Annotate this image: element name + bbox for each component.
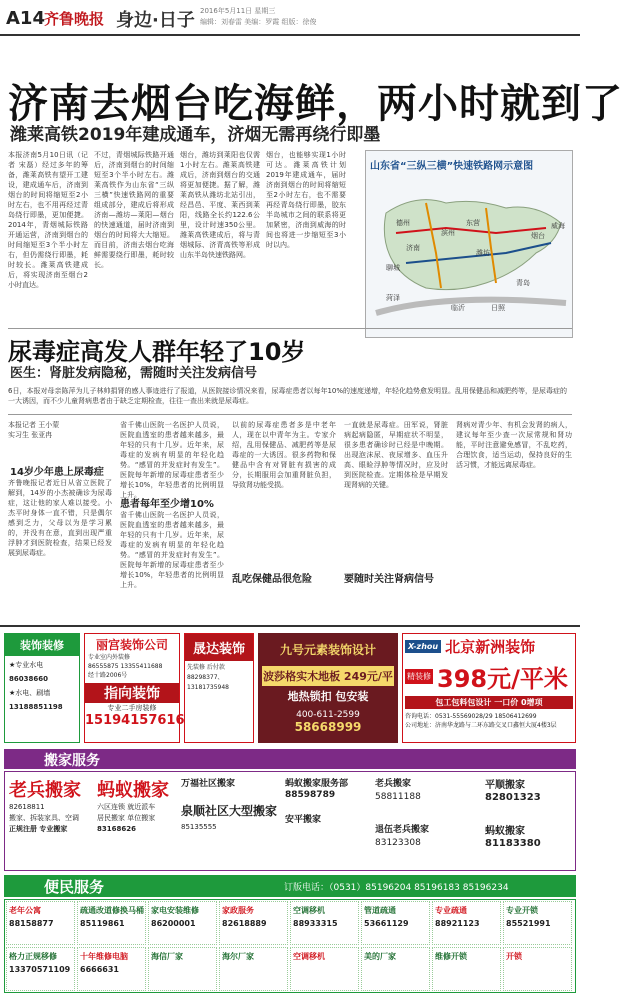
- ad-phone: 85135555: [181, 823, 217, 831]
- ad-item: 蚂蚁搬家: [485, 826, 525, 837]
- service-title: 家政服务: [222, 906, 254, 915]
- ad-line: 居民搬家 单位搬家: [97, 814, 156, 822]
- article2-col5: 肾病对青少年、有机会发肾的病人，建议每年至少查一次尿常规和肾功能，平时注意避免感冒，不乱吃药，合理饮食，适当运动，保持良好的生活习惯，才能远离尿毒症。: [456, 421, 572, 469]
- ad-item: 蚂蚁搬家: [97, 780, 169, 801]
- railway-map: [365, 150, 573, 338]
- article2-col2b: 省千佛山医院一名医护人员说，医院血透室的患者越来越多，最年轻的只有十几岁。近年来，尿毒症的发病有明显的年轻化趋势。“感冒的并发症时有发生”。医院每年新增的尿毒症患者至少增长10%，年轻患者的比例明显上升。: [120, 511, 224, 589]
- service-title: 海信厂家: [151, 952, 183, 961]
- ad-tag: 精装修: [405, 669, 433, 684]
- service-phone: 53661129: [364, 919, 409, 928]
- ad-title: 装饰装修: [5, 634, 79, 656]
- ad-line: 先装修 后付款: [187, 664, 225, 671]
- service-cell: [77, 901, 146, 945]
- convenience-ads-grid: [4, 899, 576, 993]
- meta-editors: 编辑：刘春雷 美编：罗霞 组版：徐俊: [200, 18, 317, 26]
- service-cell: [219, 947, 288, 991]
- service-cell: [290, 901, 359, 945]
- page-meta: [200, 6, 316, 28]
- ad-phone-list: [9, 802, 79, 835]
- ad-item: 万福社区搬家: [181, 779, 236, 789]
- service-cell: [361, 947, 430, 991]
- ad-phone: 15194157616: [85, 713, 185, 728]
- newspaper-brand: 齐鲁晚报: [44, 10, 105, 28]
- service-phone: 85521991: [506, 919, 551, 928]
- ad-item: 老兵搬家: [375, 779, 412, 789]
- map-city-label: 济南: [406, 244, 420, 252]
- article1-col4: 烟台，也能够实现1小时可达。潍莱高铁计划2019年建成通车，届时济南到烟台的时间将缩短至2小时左右，也不需要再经青岛绕行即墨，胶东半岛城市之间的联系将更加紧密，济南到威海的时间也将进一步缩短至3小时以内。: [266, 151, 346, 249]
- banner-phone: 订版电话：（0531）85196204 85196183 85196234: [284, 883, 509, 893]
- service-title: 海尔厂家: [222, 952, 254, 961]
- ad-line: 86038660: [9, 675, 48, 683]
- service-cell: [503, 947, 572, 991]
- ad-phone: 82801323: [485, 792, 541, 803]
- service-title: 家电安装维修: [151, 906, 199, 915]
- service-phone: 13370571109: [9, 965, 71, 974]
- map-city-label: 潍坊: [476, 249, 490, 257]
- ad-section: [0, 625, 580, 995]
- ad-item: 退伍老兵搬家: [375, 825, 430, 835]
- divider: [8, 414, 572, 415]
- article1-subhead: 潍莱高铁2019年建成通车，济烟无需再绕行即墨: [10, 125, 381, 145]
- ad-title: 北京新洲装饰: [445, 638, 536, 656]
- article1-col2: 不过，青烟城际铁路开通后，济南到烟台的时间缩短至3个半小时左右。潍莱高铁作为山东省“三纵三横”快速铁路网的重要组成部分，建成后将形成济南—潍坊—莱阳—烟台的快速通道，届时济南到烟台的时间将大大缩短。而目前，济南去烟台吃海鲜需要绕行即墨，耗时较长。: [94, 151, 174, 269]
- ad-shengda: [184, 633, 254, 743]
- service-title: 维修开锁: [435, 952, 467, 961]
- service-phone: 88921123: [435, 919, 480, 928]
- subsection-title: 14岁少年患上尿毒症: [10, 467, 104, 478]
- ad-tag: 专业二手房装修: [107, 704, 157, 712]
- byline-intern: 实习生 张亚冉: [8, 431, 53, 439]
- ad-line: 搬家、拆装家具、空调: [9, 814, 79, 822]
- service-phone: 82618889: [222, 919, 267, 928]
- ad-phone-list: [97, 802, 155, 835]
- map-graphic: [366, 173, 572, 333]
- ad-item: 蚂蚁搬家服务部: [285, 779, 349, 789]
- ad-jiuhao: [258, 633, 398, 743]
- ad-line: 专业室内外装修: [88, 654, 131, 661]
- ad-phone: 咨询电话：0531-55569028/29 18506412699: [405, 713, 537, 720]
- map-city-label: 临沂: [451, 304, 465, 312]
- ad-phone: 83123308: [375, 838, 421, 848]
- ad-line: 正规注册 专业搬家: [9, 825, 68, 833]
- map-city-label: 烟台: [531, 232, 545, 240]
- service-cell: [503, 901, 572, 945]
- banner-title: 便民服务: [44, 878, 105, 896]
- article2-col3: 以前的尿毒症患者多是中老年人，现在以中青年为主。专家介绍，乱用保健品、减肥药等是尿毒症的一大诱因。很多药物和保健品中含有对肾脏有损害的成分，长期服用会加重肾脏负担，导致肾功能受损。: [232, 421, 336, 489]
- ad-offer: 包工包料包设计 一口价 0增项: [405, 696, 573, 709]
- byline: [8, 420, 108, 440]
- train-graphic: [376, 300, 566, 313]
- service-title: 管道疏通: [364, 906, 396, 915]
- service-title: 专业开锁: [506, 906, 538, 915]
- service-title: 疏通改道修换马桶: [80, 906, 144, 915]
- article2-col1: 齐鲁晚报记者近日从省立医院了解到，14岁的小杰被确诊为尿毒症，这让他的家人难以接受。小杰平时身体一直不错，只是偶尔感到乏力，父母以为是学习累的，并没有在意，直到出现严重浮肿才到医院检查，结果已经发展到尿毒症。: [8, 479, 112, 557]
- ad-line: 经十路2006号: [88, 672, 128, 679]
- map-city-label: 青岛: [516, 279, 530, 287]
- service-cell: [432, 947, 501, 991]
- map-title: 山东省“三纵三横”快速铁路网示意图: [370, 161, 534, 172]
- service-title: 十年维修电脑: [80, 952, 128, 961]
- subsection-title: 患者每年至少增10%: [120, 499, 214, 510]
- ad-ligong: [84, 633, 185, 743]
- article2-col2: 省千佛山医院一名医护人员说，医院血透室的患者越来越多，最年轻的只有十几岁。近年来，尿毒症的发病有明显的年轻化趋势。“感冒的并发症时有发生”。医院每年新增的尿毒症患者至少增长10%，年轻患者的比例明显上升。: [120, 421, 224, 499]
- ad-offer: 波莎格实木地板 249元/平: [262, 666, 394, 686]
- ads-top-border: [0, 625, 580, 627]
- ad-item: 泉顺社区大型搬家: [181, 804, 278, 818]
- ad-phone: 83168626: [97, 825, 136, 833]
- article2-lead: 6日，本报对母亲陈萍为儿子林帅捐肾的感人事迹进行了报道，从医院接诊情况来看，尿毒症患者以每年10%的速度递增，年轻化趋势愈发明显。乱用保健品和减肥药等，是尿毒症的一大诱因，而不少儿童肾病患者由于缺乏定期检查，往往一查出来就是尿毒症。: [8, 387, 568, 405]
- service-phone: 6666631: [80, 965, 119, 974]
- ad-phone: 58811188: [375, 792, 421, 802]
- article1-col1: 本报济南5月10日讯（记者 宋磊）经过多年的筹备，潍莱高铁有望开工建设，建成通车后，济南到烟台的时间将缩短至2小时左右，也不用再经过青岛绕行即墨，更加便捷。2014年，青烟城际铁路开通运营，济南到烟台的时间缩短至3个半小时左右，但仍需绕行即墨，耗时较长。潍莱高铁建成后，将实现济南至烟台2小时直达。: [8, 151, 88, 289]
- convenience-services-banner: [4, 875, 576, 897]
- ad-phone: 82618811: [9, 803, 45, 811]
- ad-decoration-1: [4, 633, 80, 743]
- ad-phone: 400-611-2599: [296, 710, 360, 720]
- service-title: 格力正规移修: [9, 952, 57, 961]
- service-phone: 88158877: [9, 919, 54, 928]
- ad-phone: 81183380: [485, 838, 541, 849]
- byline-reporter: 本报记者 王小蒙: [8, 421, 60, 429]
- service-cell: [77, 947, 146, 991]
- service-cell: [148, 901, 217, 945]
- service-cell: [6, 947, 75, 991]
- ad-address: 公司地址：济南华龙路与二环东路交叉口鑫恒大厦4楼3层: [405, 722, 557, 729]
- ad-title: 晟达装饰: [185, 634, 253, 661]
- service-cell: [361, 901, 430, 945]
- article1-col3: 烟台，潍坊到莱阳也仅需1小时左右。潍莱高铁建成后，济南到烟台的交通将更加便捷。据了解，潍莱高铁从潍坊北站引出，经昌邑、平度、莱西到莱阳，线路全长约122.6公里，设计时速350公里。潍莱高铁建成后，将与青烟城际、济青高铁等形成山东半岛快速铁路网。: [180, 151, 260, 259]
- ad-title: 丽宫装饰公司: [95, 638, 168, 652]
- service-phone: 85119861: [80, 919, 125, 928]
- ad-xinzhou: [402, 633, 576, 743]
- ad-lines: [85, 653, 179, 680]
- ad-price: 398元/平米: [437, 665, 568, 693]
- ad-phone: 88598789: [285, 790, 336, 800]
- moving-services-banner: [4, 749, 576, 769]
- section-title: 身边·日子: [116, 10, 195, 31]
- banner-title: 搬家服务: [44, 753, 100, 769]
- service-title: 专业疏通: [435, 906, 467, 915]
- ad-item: 平顺搬家: [485, 780, 525, 791]
- ad-line: ★水电、刷墙: [9, 689, 51, 697]
- ad-header: [403, 634, 575, 659]
- subsection-title: 要随时关注肾病信号: [344, 574, 434, 585]
- service-phone: 88933315: [293, 919, 338, 928]
- service-cell: [219, 901, 288, 945]
- meta-date: 2016年5月11日 星期三: [200, 7, 276, 15]
- ad-line: 六区连锁 就近派车: [97, 803, 156, 811]
- service-title: 空调移机: [293, 906, 325, 915]
- ad-item: 老兵搬家: [9, 780, 81, 801]
- service-phone: 86200001: [151, 919, 196, 928]
- ad-line: 88298377、13181735948: [187, 674, 229, 691]
- service-title: 老年公寓: [9, 906, 41, 915]
- ad-title: 九号元素装饰设计: [279, 643, 376, 657]
- service-title: 空调移机: [293, 952, 325, 961]
- map-city-label: 滨州: [441, 229, 455, 237]
- ad-lines: [5, 656, 79, 716]
- map-city-label: 威海: [551, 222, 565, 230]
- ad-subtitle: 指向装饰: [85, 683, 179, 703]
- map-city-label: 日照: [491, 304, 505, 312]
- ad-line: 86555875 13355411688: [88, 663, 163, 670]
- ad-lines: [185, 661, 253, 695]
- subsection-title: 乱吃保健品很危险: [232, 574, 312, 585]
- service-title: 美的厂家: [364, 952, 396, 961]
- ad-logo: X-zhou: [405, 640, 441, 653]
- map-city-label: 菏泽: [386, 294, 400, 302]
- article2-col4: 一直就是尿毒症。田军说，肾脏病起病隐匿，早期症状不明显，很多患者确诊时已经是中晚期。出现泡沫尿、夜尿增多、血压升高、眼睑浮肿等情况时，应及时到医院检查。定期体检是早期发现肾病的关键。: [344, 421, 448, 489]
- service-title: 开锁: [506, 952, 522, 961]
- page-number: A14: [6, 8, 45, 29]
- ad-line: 13188851198: [9, 703, 63, 711]
- ad-offer2: 地热锁扣 包安装: [287, 690, 369, 703]
- article2-subhead: 医生：肾脏发病隐秘，需随时关注发病信号: [10, 366, 258, 381]
- moving-ads-grid: [4, 771, 576, 871]
- map-city-label: 聊城: [386, 264, 400, 272]
- map-city-label: 德州: [396, 219, 410, 227]
- ad-phone2: 58668999: [294, 720, 362, 734]
- service-cell: [290, 947, 359, 991]
- divider: [8, 328, 572, 329]
- map-city-label: 东营: [466, 219, 480, 227]
- ad-item: 安平搬家: [285, 815, 322, 825]
- service-cell: [148, 947, 217, 991]
- ad-price-row: [403, 659, 575, 694]
- article1-headline: 济南去烟台吃海鲜，两小时就到了: [8, 81, 623, 127]
- page-header: [0, 0, 580, 36]
- service-cell: [432, 901, 501, 945]
- ad-line: ★专业水电: [9, 661, 44, 669]
- article2-headline: 尿毒症高发人群年轻了10岁: [8, 338, 306, 366]
- service-cell: [6, 901, 75, 945]
